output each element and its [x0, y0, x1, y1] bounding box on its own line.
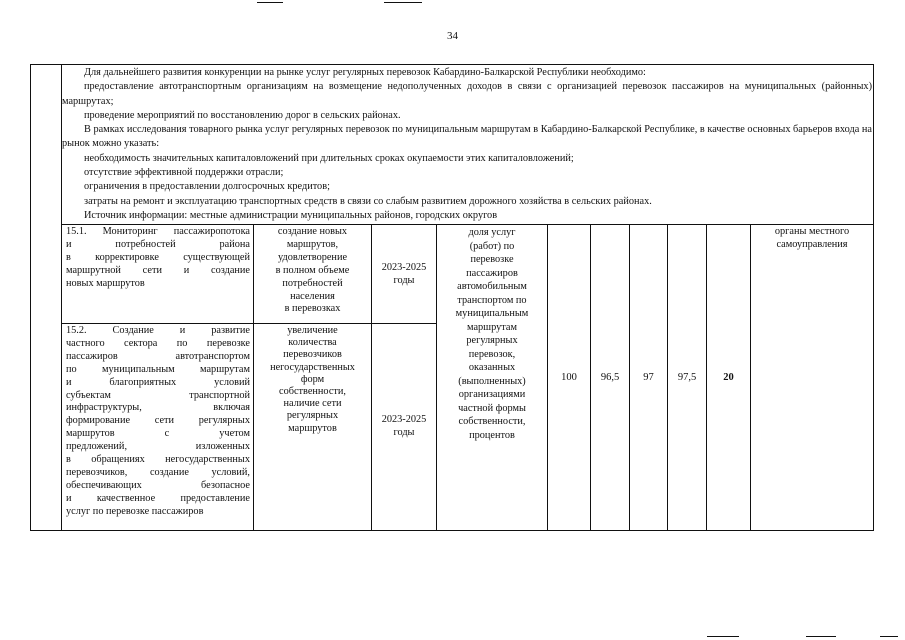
measure-line: 15.1. Мониторинг пассажиропотока [66, 226, 250, 237]
result-line: количества [288, 337, 337, 349]
intro-paragraph: необходимость значительных капиталовложений при длительных сроках окупаемости этих капиталовложений; [84, 152, 574, 164]
measure-line: и благоприятных условий [66, 376, 250, 388]
term-line: годы [393, 274, 415, 286]
result-line: населения [290, 290, 335, 302]
table-left-border [30, 64, 31, 531]
measure-line: и качественное предоставление [66, 492, 250, 504]
measure-line: субъектам транспортной [66, 389, 250, 401]
intro-paragraph: В рамках исследования товарного рынка услуг регулярных перевозок по муниципальным маршрутам в Кабардино-Балкарской Республике, в качестве основных барьеров входа на рынок можно указать: [62, 124, 872, 150]
measure-line: инфраструктуры, включая [66, 402, 250, 414]
top-mark-left [257, 2, 283, 3]
term-15-1 [372, 262, 436, 288]
value-2025: 97,5 [677, 372, 697, 383]
result-line: наличие сети [283, 398, 342, 410]
result-line: регулярных [286, 410, 339, 422]
measure-line: услуг по перевозке пассажиров [66, 505, 204, 517]
intro-paragraph: проведение мероприятий по восстановлению дорог в сельских районах. [84, 109, 401, 121]
source-note: Источник информации: местные администрации муниципальных районов, городских округов [84, 209, 498, 221]
measure-line: маршрутной сети и создание [66, 264, 250, 276]
indicator-line: частной формы [458, 402, 526, 414]
indicator-cell [437, 226, 547, 442]
result-15-1 [254, 226, 371, 316]
intro-text [62, 66, 872, 223]
responsible-line: органы местного [774, 226, 850, 237]
measure-line: новых маршрутов [66, 277, 145, 289]
measure-line: обеспечивающих безопасное [66, 479, 250, 491]
responsible-cell [751, 226, 873, 252]
indicator-line: перевозке [470, 254, 514, 265]
top-mark-right [384, 2, 422, 3]
indicator-line: (выполненных) [458, 375, 526, 387]
measure-15-2 [66, 325, 250, 519]
value-2023: 96,5 [600, 372, 620, 383]
measure-line: маршрутов с учетом [66, 428, 250, 440]
value-2024: 97 [643, 372, 654, 383]
table-bottom-border [30, 530, 874, 531]
indicator-line: транспортом по [457, 294, 527, 306]
bottom-mark [806, 636, 836, 637]
intro-paragraph: ограничения в предоставлении долгосрочных кредитов; [84, 181, 330, 193]
indicator-line: регулярных [466, 335, 518, 346]
result-line: маршрутов, [286, 238, 339, 250]
row-separator [61, 323, 436, 324]
result-line: удовлетворение [277, 251, 348, 263]
value-base: 100 [561, 372, 577, 383]
indicator-line: процентов [469, 429, 515, 441]
measure-line: предложений, изложенных [66, 441, 250, 453]
result-15-2 [254, 325, 371, 435]
col-divider [750, 224, 751, 531]
table-right-border [873, 64, 874, 531]
indicator-line: (работ) по [469, 240, 515, 252]
measure-line: в обращениях негосударственных [66, 454, 250, 466]
responsible-line: самоуправления [776, 238, 848, 250]
indicator-line: организациями [458, 389, 526, 400]
term-line: 2023-2025 [381, 262, 427, 273]
indicator-line: собственности, [458, 416, 526, 427]
measure-15-1 [66, 226, 250, 291]
indicator-line: маршрутам [467, 321, 517, 333]
result-line: в перевозках [284, 303, 341, 315]
indicator-line: оказанных [468, 362, 516, 373]
measure-line: по муниципальным маршрутам [66, 363, 250, 375]
result-line: увеличение [287, 325, 338, 336]
result-line: перевозчиков [283, 349, 342, 361]
measure-line: частного сектора по перевозке [66, 337, 250, 349]
indicator-line: автомобильным [457, 281, 527, 292]
table-top-border [30, 64, 874, 65]
term-line: годы [393, 426, 415, 438]
intro-paragraph: затраты на ремонт и эксплуатацию транспортных средств в связи со слабым развитием дорожного хозяйства в сельских районах. [84, 195, 652, 207]
measure-line: перевозчиков, создание условий, [66, 466, 250, 478]
indicator-line: перевозок, [468, 348, 516, 360]
intro-paragraph: отсутствие эффективной поддержки отрасли; [84, 167, 284, 179]
intro-paragraph: предоставление автотранспортным организациям на возмещение недополученных доходов в связи с организацией перевозок пассажиров на муниципальных (районных) маршрутах; [62, 81, 872, 107]
term-15-2 [372, 414, 436, 440]
page-number: 34 [447, 30, 458, 42]
intro-paragraph: Для дальнейшего развития конкуренции на рынке услуг регулярных перевозок Кабардино-Балкарской Республики необходимо: [84, 67, 646, 78]
table-header-separator [61, 224, 874, 225]
result-line: в полном объеме [275, 264, 350, 276]
measure-line: 15.2. Создание и развитие [66, 325, 250, 336]
result-line: форм [300, 373, 325, 385]
term-line: 2023-2025 [381, 414, 427, 425]
measure-line: пассажиров автотранспортом [66, 350, 250, 362]
indicator-line: муниципальным [455, 308, 529, 319]
result-line: маршрутов [288, 422, 337, 434]
indicator-line: пассажиров [466, 267, 518, 279]
result-line: негосударственных [270, 361, 355, 373]
measure-line: формирование сети регулярных [66, 415, 250, 427]
measure-line: в корректировке существующей [66, 251, 250, 263]
bottom-mark [880, 636, 898, 637]
result-line: потребностей [282, 277, 343, 289]
bottom-mark [707, 636, 739, 637]
indicator-line: доля услуг [468, 227, 516, 238]
result-line: собственности, [279, 386, 346, 398]
result-line: создание новых [277, 226, 348, 237]
measure-line: и потребностей района [66, 238, 250, 250]
value-target: 20 [723, 372, 734, 383]
